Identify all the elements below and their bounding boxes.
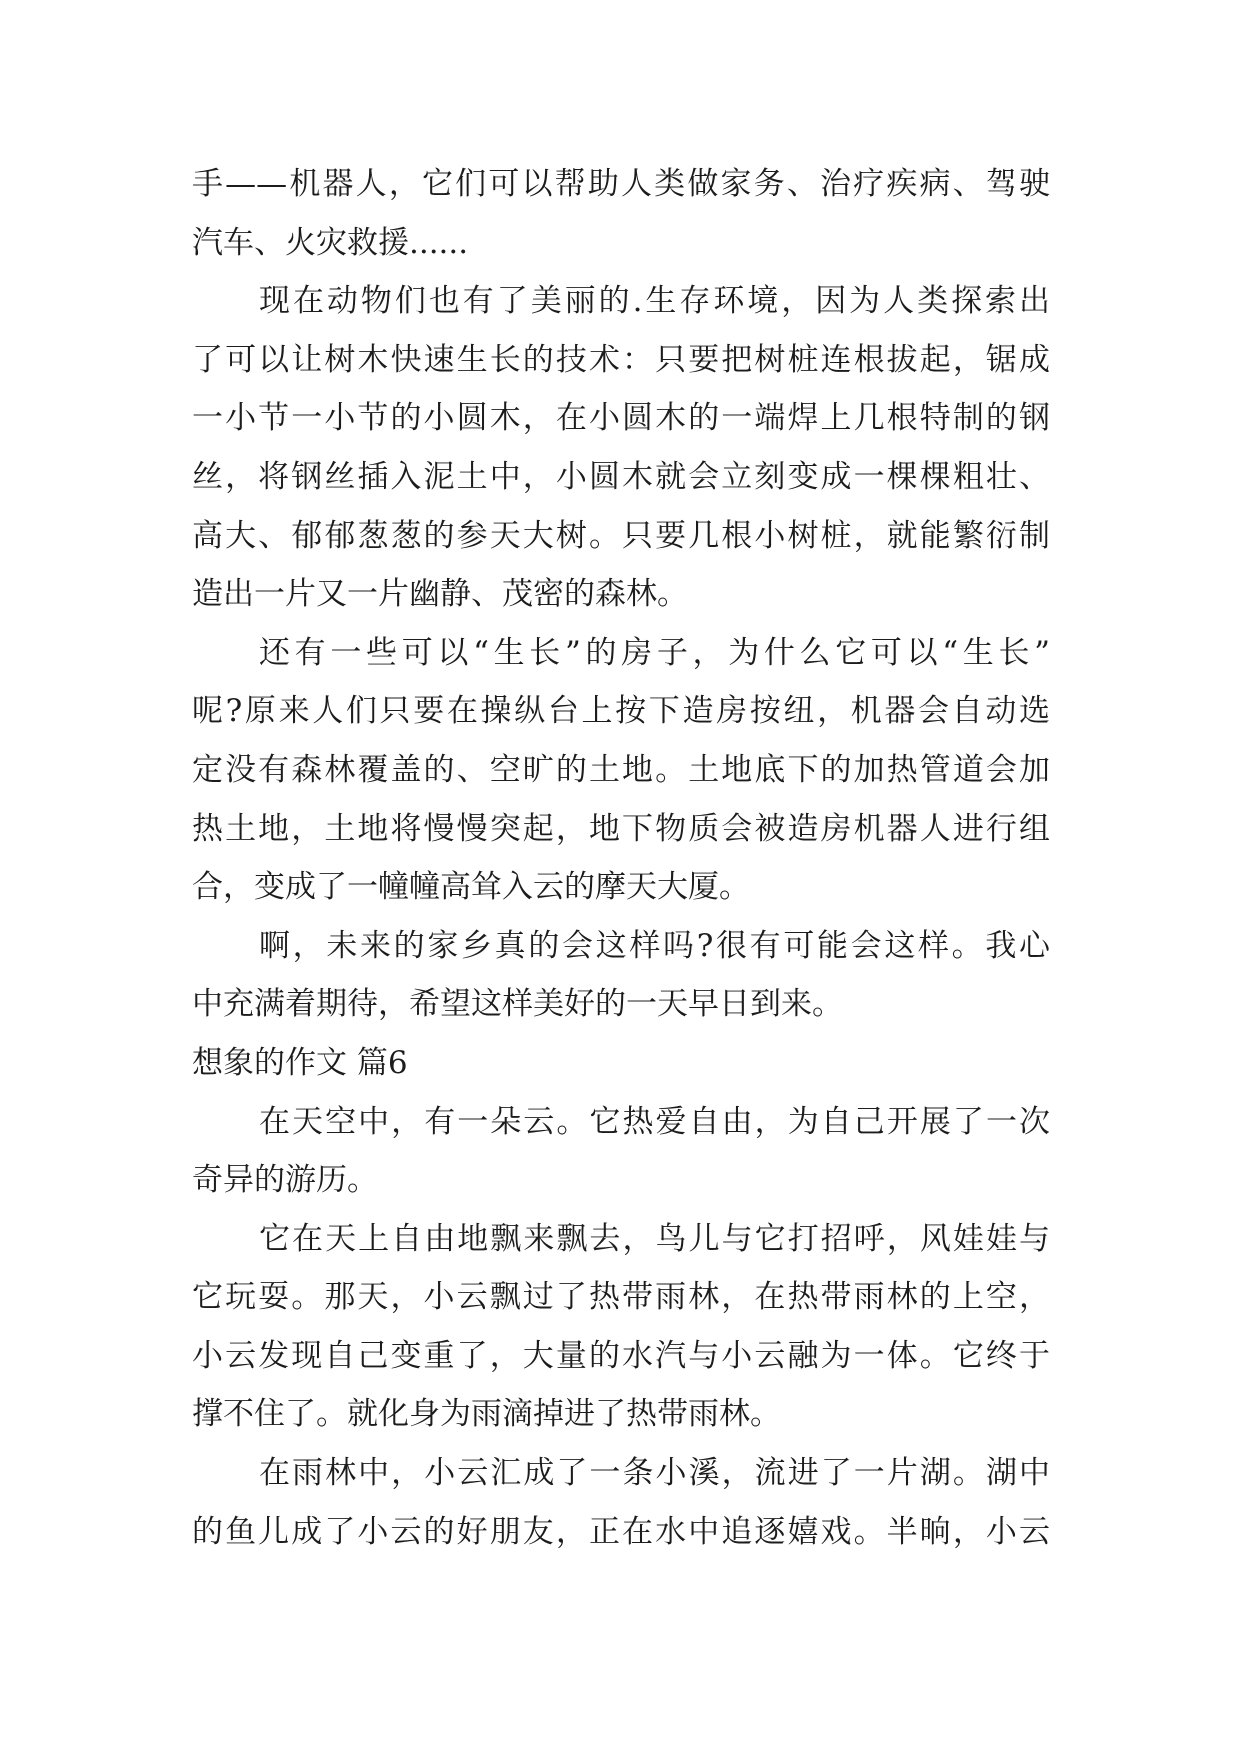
- paragraph: [192, 1210, 1050, 1444]
- paragraph: [192, 272, 1050, 624]
- text-line: 呢?原来人们只要在操纵台上按下造房按纽，机器会自动选: [192, 693, 1050, 730]
- text-line: 现在动物们也有了美丽的.生存环境，因为人类探索出: [259, 283, 1050, 320]
- text-line: 奇异的游历。: [192, 1162, 378, 1199]
- paragraph: [192, 917, 1050, 1034]
- text-line: 高大、郁郁葱葱的参天大树。只要几根小树桩，就能繁衍制: [192, 517, 1050, 554]
- text-line: 热土地，土地将慢慢突起，地下物质会被造房机器人进行组: [192, 810, 1050, 847]
- text-line: 手——机器人，它们可以帮助人类做家务、治疗疾病、驾驶: [192, 166, 1050, 202]
- section-title: 想象的作文 篇6: [192, 1044, 408, 1081]
- text-line: 啊，未来的家乡真的会这样吗?很有可能会这样。我心: [259, 927, 1050, 964]
- paragraph: [192, 155, 1050, 272]
- text-line: 丝，将钢丝插入泥土中，小圆木就会立刻变成一棵棵粗壮、: [192, 458, 1050, 495]
- text-line: 定没有森林覆盖的、空旷的土地。土地底下的加热管道会加: [192, 751, 1050, 788]
- text-line: 中充满着期待，希望这样美好的一天早日到来。: [192, 986, 843, 1023]
- text-line: 它在天上自由地飘来飘去，鸟儿与它打招呼，风娃娃与: [259, 1220, 1050, 1257]
- paragraph: [192, 1444, 1050, 1561]
- text-line: 在天空中，有一朵云。它热爱自由，为自己开展了一次: [259, 1103, 1050, 1140]
- paragraph: [192, 1093, 1050, 1210]
- text-line: 造出一片又一片幽静、茂密的森林。: [192, 576, 688, 613]
- text-line: 汽车、火灾救援......: [192, 224, 469, 261]
- text-line: 小云发现自己变重了，大量的水汽与小云融为一体。它终于: [192, 1337, 1050, 1374]
- text-line: 了可以让树木快速生长的技术：只要把树桩连根拔起，锯成: [192, 341, 1050, 378]
- text-line: 的鱼儿成了小云的好朋友，正在水中追逐嬉戏。半晌，小云: [192, 1513, 1050, 1550]
- text-body: [192, 155, 1050, 1561]
- text-line: 合，变成了一幢幢高耸入云的摩天大厦。: [192, 869, 750, 906]
- text-line: 还有一些可以“生长”的房子，为什么它可以“生长”: [259, 634, 1050, 671]
- text-line: 它玩耍。那天，小云飘过了热带雨林，在热带雨林的上空，: [192, 1279, 1050, 1316]
- text-line: 撑不住了。就化身为雨滴掉进了热带雨林。: [192, 1396, 781, 1433]
- paragraph: [192, 624, 1050, 917]
- text-line: 在雨林中，小云汇成了一条小溪，流进了一片湖。湖中: [259, 1455, 1050, 1492]
- text-line: 一小节一小节的小圆木，在小圆木的一端焊上几根特制的钢: [192, 400, 1050, 437]
